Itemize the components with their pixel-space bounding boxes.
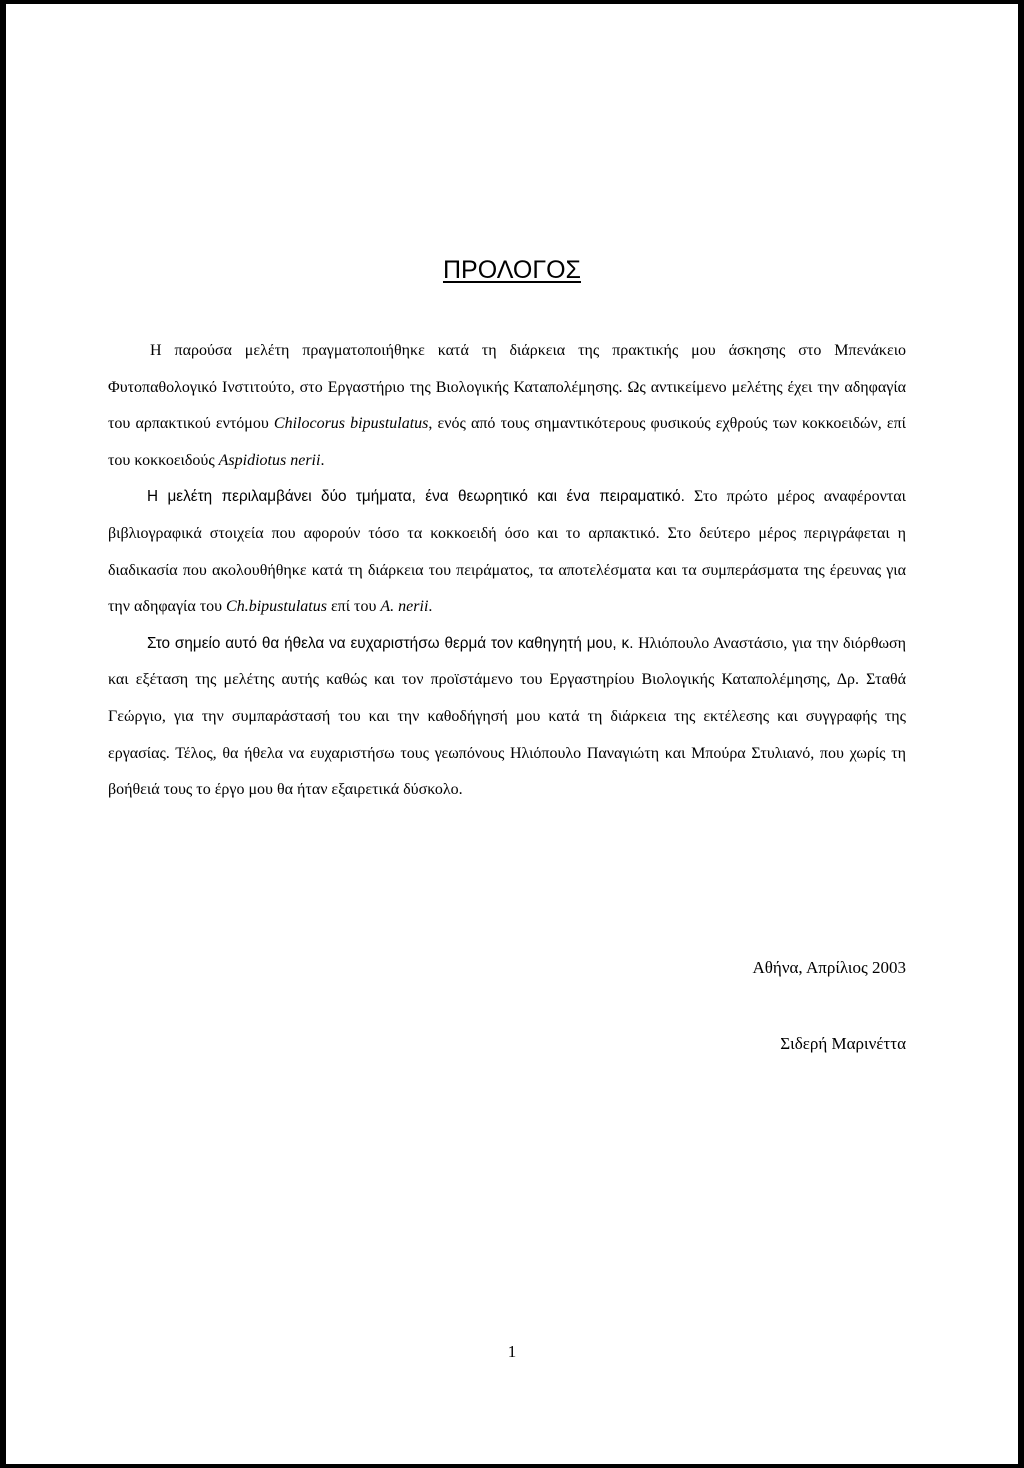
p3-text-a: Στο σημείο αυτό θα ήθελα να ευχαριστήσω θερμά τον καθηγητή μου, κ.	[147, 634, 634, 652]
species-a-nerii: A. nerii	[380, 598, 429, 616]
p2-text-b: Στο πρώτο μέρος αναφέρονται βιβλιογραφικά στοιχεία που αφορούν τόσο τα κοκκοειδή όσο και το αρπακτικό. Στο δεύτερο μέρος περιγράφεται η διαδικασία που ακολουθήθηκε κατά τη διάρκεια του πειράματος, τα αποτελέσματα και τα συμπεράσματα της έρευνας για την αδηφαγία του	[108, 488, 906, 616]
signature-author: Σιδερή Μαρινέττα	[780, 1034, 906, 1053]
paragraph-acknowledgements	[108, 626, 906, 809]
preface-body	[108, 333, 906, 809]
species-ch-bipustulatus: Ch.bipustulatus	[226, 598, 327, 616]
p2-text-c: επί του	[326, 598, 381, 616]
p1-text-b: , ενός από τους σημαντικότερους φυσικούς εχθρούς των κοκκοειδών, επί του κοκκοειδούς	[108, 415, 906, 469]
paragraph-intro	[108, 333, 906, 479]
species-aspidiotus: Aspidiotus nerii	[218, 451, 321, 469]
document-page	[6, 4, 1018, 1464]
p3-text-b: Ηλιόπουλο Αναστάσιο, για την διόρθωση και εξέταση της μελέτης αυτής καθώς και τον προϊστάμενο του Εργαστηρίου Βιολογικής Καταπολέμησης, Δρ. Σταθά Γεώργιο, για την συμπαράστασή του και την καθοδήγησή μου κατά τη διάρκεια της εκτέλεσης και συγγραφής της εργασίας. Τέλος, θα ήθελα να ευχαριστήσω τους γεωπόνους Ηλιόπουλο Παναγιώτη και Μπούρα Στυλιανό, που χωρίς τη βοήθειά τους το έργο μου θα ήταν εξαιρετικά δύσκολο.	[108, 634, 907, 799]
signature-place-date: Αθήνα, Απρίλιος 2003	[752, 958, 906, 977]
page-title: ΠΡΟΛΟΓΟΣ	[442, 256, 581, 284]
p1-text-a: Η παρούσα μελέτη πραγματοποιήθηκε κατά τη διάρκεια της πρακτικής μου άσκησης στο Μπενάκειο Φυτοπαθολογικό Ινστιτούτο, στο Εργαστήριο της Βιολογικής Καταπολέμησης. Ως αντικείμενο μελέτης έχει την αδηφαγία του αρπακτικού εντόμου	[108, 342, 906, 433]
p1-text-c: .	[320, 451, 325, 469]
page-number: 1	[507, 1342, 517, 1361]
paragraph-structure	[108, 479, 906, 625]
p2-text-d: .	[428, 598, 433, 616]
p2-text-a: Η μελέτη περιλαμβάνει δύο τμήματα, ένα θεωρητικό και ένα πειραματικό.	[147, 488, 685, 506]
species-chilocorus: Chilocorus bipustulatus	[273, 415, 429, 433]
